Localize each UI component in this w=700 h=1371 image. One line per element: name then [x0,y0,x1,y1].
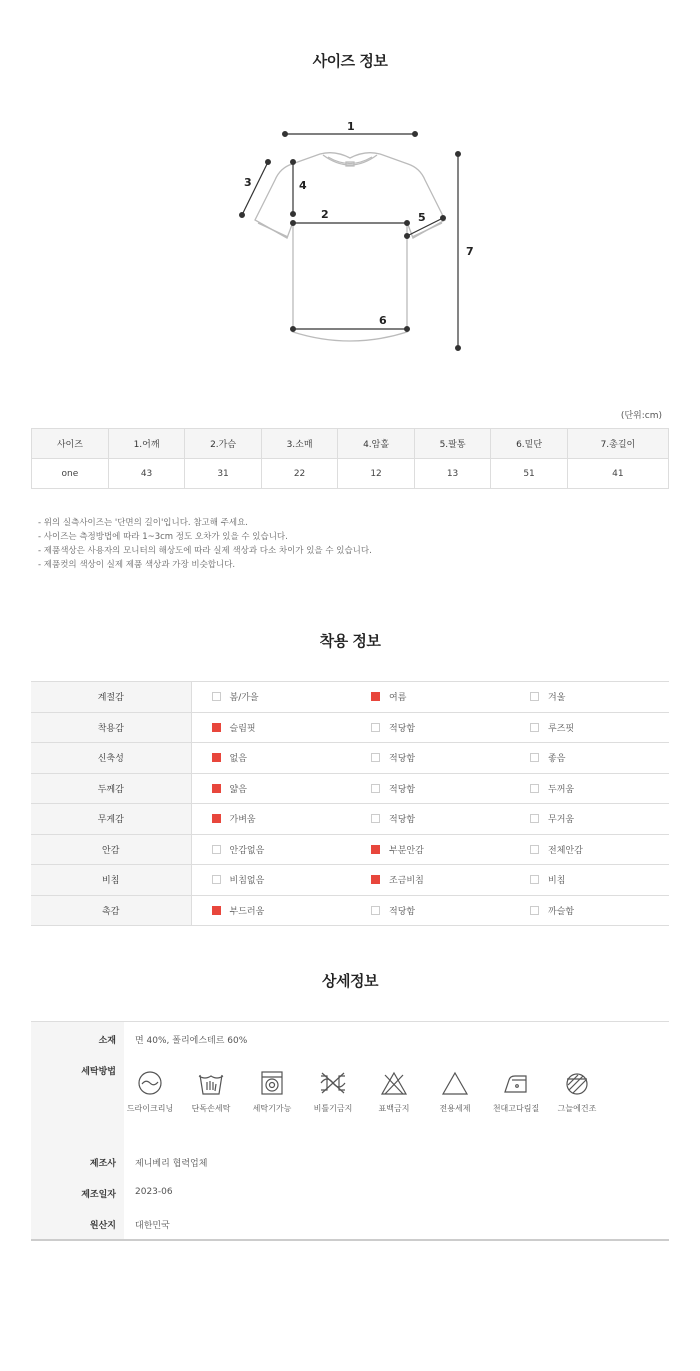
checkbox-unchecked [530,814,539,823]
fit-option-label: 적당함 [389,723,416,734]
fit-option-label: 겨울 [548,693,566,704]
fit-option [191,804,351,835]
care-item-label: 단독손세탁 [191,1104,231,1113]
checkbox-unchecked [530,723,539,732]
size-cell: 43 [108,459,185,489]
size-table [31,428,669,489]
fit-option [510,682,669,713]
fit-option [351,895,510,926]
fit-option [351,743,510,774]
checkbox-unchecked [530,906,539,915]
checkbox-checked [371,692,380,701]
fit-option-label: 적당함 [389,784,416,795]
checkbox-checked [212,753,221,762]
fit-row-label: 착용감 [31,712,191,743]
care-item-label: 그늘에건조 [557,1104,597,1113]
diagram-label-3: 3 [244,176,252,189]
unit-label: (단위:cm) [620,411,662,421]
checkbox-unchecked [212,845,221,854]
size-cell: 12 [338,459,415,489]
checkbox-unchecked [212,692,221,701]
origin-value: 대한민국 [135,1221,170,1231]
fit-option-label: 두꺼움 [548,784,575,795]
size-notes [38,516,372,572]
fit-option [351,865,510,896]
diagram-label-2: 2 [321,208,329,221]
table-row [32,459,669,489]
care-item [181,1070,241,1114]
diagram-label-7: 7 [466,245,474,258]
hand-wash-icon [197,1070,225,1097]
fit-row [31,865,669,896]
neutral-detergent-icon [441,1070,469,1097]
checkbox-unchecked [371,784,380,793]
fit-option-label: 까슬함 [548,906,575,917]
diagram-label-4: 4 [299,179,307,192]
fit-row [31,682,669,713]
care-item-label: 드라이크리닝 [126,1104,174,1113]
diagram-label-1: 1 [347,120,355,133]
fit-option-label: 적당함 [389,754,416,765]
care-item [364,1070,424,1114]
fit-option [510,834,669,865]
checkbox-checked [212,906,221,915]
checkbox-unchecked [530,875,539,884]
checkbox-checked [371,845,380,854]
fit-option-label: 여름 [389,693,407,704]
fit-row-label: 두께감 [31,773,191,804]
fit-option [191,712,351,743]
fit-option-label: 조금비침 [389,876,424,887]
care-item-label: 천대고다림질 [492,1104,540,1113]
fit-row [31,834,669,865]
fit-option-label: 무거움 [548,815,575,826]
fit-option-label: 가벼움 [229,815,256,826]
size-header-cell: 6.밑단 [491,429,568,459]
checkbox-checked [371,875,380,884]
fit-option [191,895,351,926]
checkbox-checked [212,723,221,732]
checkbox-unchecked [530,753,539,762]
origin-label: 원산지 [89,1221,116,1231]
fit-option-label: 없음 [229,754,247,765]
size-header-cell: 1.어깨 [108,429,185,459]
washing-machine-icon [258,1070,286,1097]
fit-option-label: 슬림핏 [229,723,256,734]
fit-row-label: 계절감 [31,682,191,713]
care-item [303,1070,363,1114]
size-header-cell: 2.가슴 [185,429,262,459]
fit-row [31,804,669,835]
care-item [486,1070,546,1114]
shade-dry-icon [563,1070,591,1097]
fit-option [191,682,351,713]
fit-table [31,681,669,926]
checkbox-unchecked [371,753,380,762]
fit-option [510,895,669,926]
checkbox-unchecked [371,906,380,915]
fit-option-label: 좋음 [548,754,566,765]
fit-row [31,895,669,926]
fit-option-label: 안감없음 [229,845,265,856]
note-line: - 제품색상은 사용자의 모니터의 해상도에 따라 실제 색상과 다소 차이가 있을 수 있습니다. [38,546,372,556]
diagram-label-5: 5 [418,211,426,224]
detail-section-title: 상세정보 [322,972,378,990]
size-cell: 13 [414,459,491,489]
material-label: 소재 [98,1036,116,1046]
care-item [425,1070,485,1114]
care-item [547,1070,607,1114]
date-label: 제조일자 [81,1190,116,1200]
fit-option [191,834,351,865]
fit-option [351,682,510,713]
fit-row-label: 안감 [31,834,191,865]
fit-option [351,834,510,865]
care-item [242,1070,302,1114]
fit-option-label: 비침없음 [229,876,265,887]
fit-option [351,773,510,804]
size-cell: 31 [185,459,262,489]
checkbox-unchecked [212,875,221,884]
low-iron-icon [502,1070,530,1097]
size-header-cell: 4.암홀 [338,429,415,459]
size-section-title: 사이즈 정보 [312,52,388,70]
checkbox-unchecked [530,845,539,854]
tshirt-size-diagram [225,110,485,360]
maker-value: 제니베리 협력업체 [135,1159,208,1169]
fit-option-label: 적당함 [389,906,416,917]
fit-option-label: 비침 [548,876,566,887]
care-item [120,1070,180,1114]
fit-option-label: 전체안감 [548,845,583,856]
diagram-label-6: 6 [379,314,387,327]
note-line: - 제품컷의 색상이 실제 제품 색상과 가장 비슷합니다. [38,560,236,570]
size-cell: one [32,459,109,489]
fit-row-label: 촉감 [31,895,191,926]
maker-label: 제조사 [89,1159,116,1169]
fit-option [510,773,669,804]
size-header-cell: 5.팔통 [414,429,491,459]
checkbox-unchecked [530,784,539,793]
fit-option-label: 부드러움 [229,906,265,917]
fit-row-label: 무게감 [31,804,191,835]
fit-row [31,743,669,774]
care-label: 세탁방법 [81,1067,116,1077]
fit-option [351,712,510,743]
size-cell: 22 [261,459,338,489]
dry-clean-icon [136,1070,164,1097]
fit-option [191,865,351,896]
care-item-label: 세탁기가능 [252,1104,292,1113]
no-bleach-icon [380,1070,408,1097]
size-header-cell: 3.소매 [261,429,338,459]
material-value: 면 40%, 폴리에스테르 60% [135,1036,248,1046]
size-table-header [32,429,669,459]
care-item-label: 표백금지 [378,1104,410,1113]
fit-row [31,773,669,804]
care-item-label: 비틀기금지 [313,1104,353,1113]
fit-option [510,743,669,774]
fit-option [510,712,669,743]
fit-row-label: 비침 [31,865,191,896]
note-line: - 위의 실측사이즈는 '단면의 길이'입니다. 참고해 주세요. [38,518,248,528]
no-wring-icon [319,1070,347,1097]
checkbox-unchecked [530,692,539,701]
detail-label-column [31,1022,124,1239]
fit-option-label: 부분안감 [389,845,424,856]
fit-option-label: 루즈핏 [548,723,575,734]
date-value: 2023-06 [135,1187,173,1197]
fit-option-label: 봄/가을 [229,693,259,704]
fit-option-label: 적당함 [389,815,416,826]
fit-row [31,712,669,743]
fit-option [191,743,351,774]
fit-row-label: 신축성 [31,743,191,774]
detail-table [31,1021,669,1241]
fit-section-title: 착용 정보 [319,632,381,650]
fit-option [510,865,669,896]
fit-option-label: 얇음 [229,784,247,795]
care-item-label: 전용세제 [439,1104,471,1113]
checkbox-checked [212,784,221,793]
note-line: - 사이즈는 측정방법에 따라 1~3cm 정도 오차가 있을 수 있습니다. [38,532,288,542]
size-header-cell: 사이즈 [32,429,109,459]
fit-option [191,773,351,804]
checkbox-checked [212,814,221,823]
fit-option [510,804,669,835]
size-cell: 41 [567,459,668,489]
fit-option [351,804,510,835]
checkbox-unchecked [371,814,380,823]
checkbox-unchecked [371,723,380,732]
size-header-cell: 7.총길이 [567,429,668,459]
size-cell: 51 [491,459,568,489]
